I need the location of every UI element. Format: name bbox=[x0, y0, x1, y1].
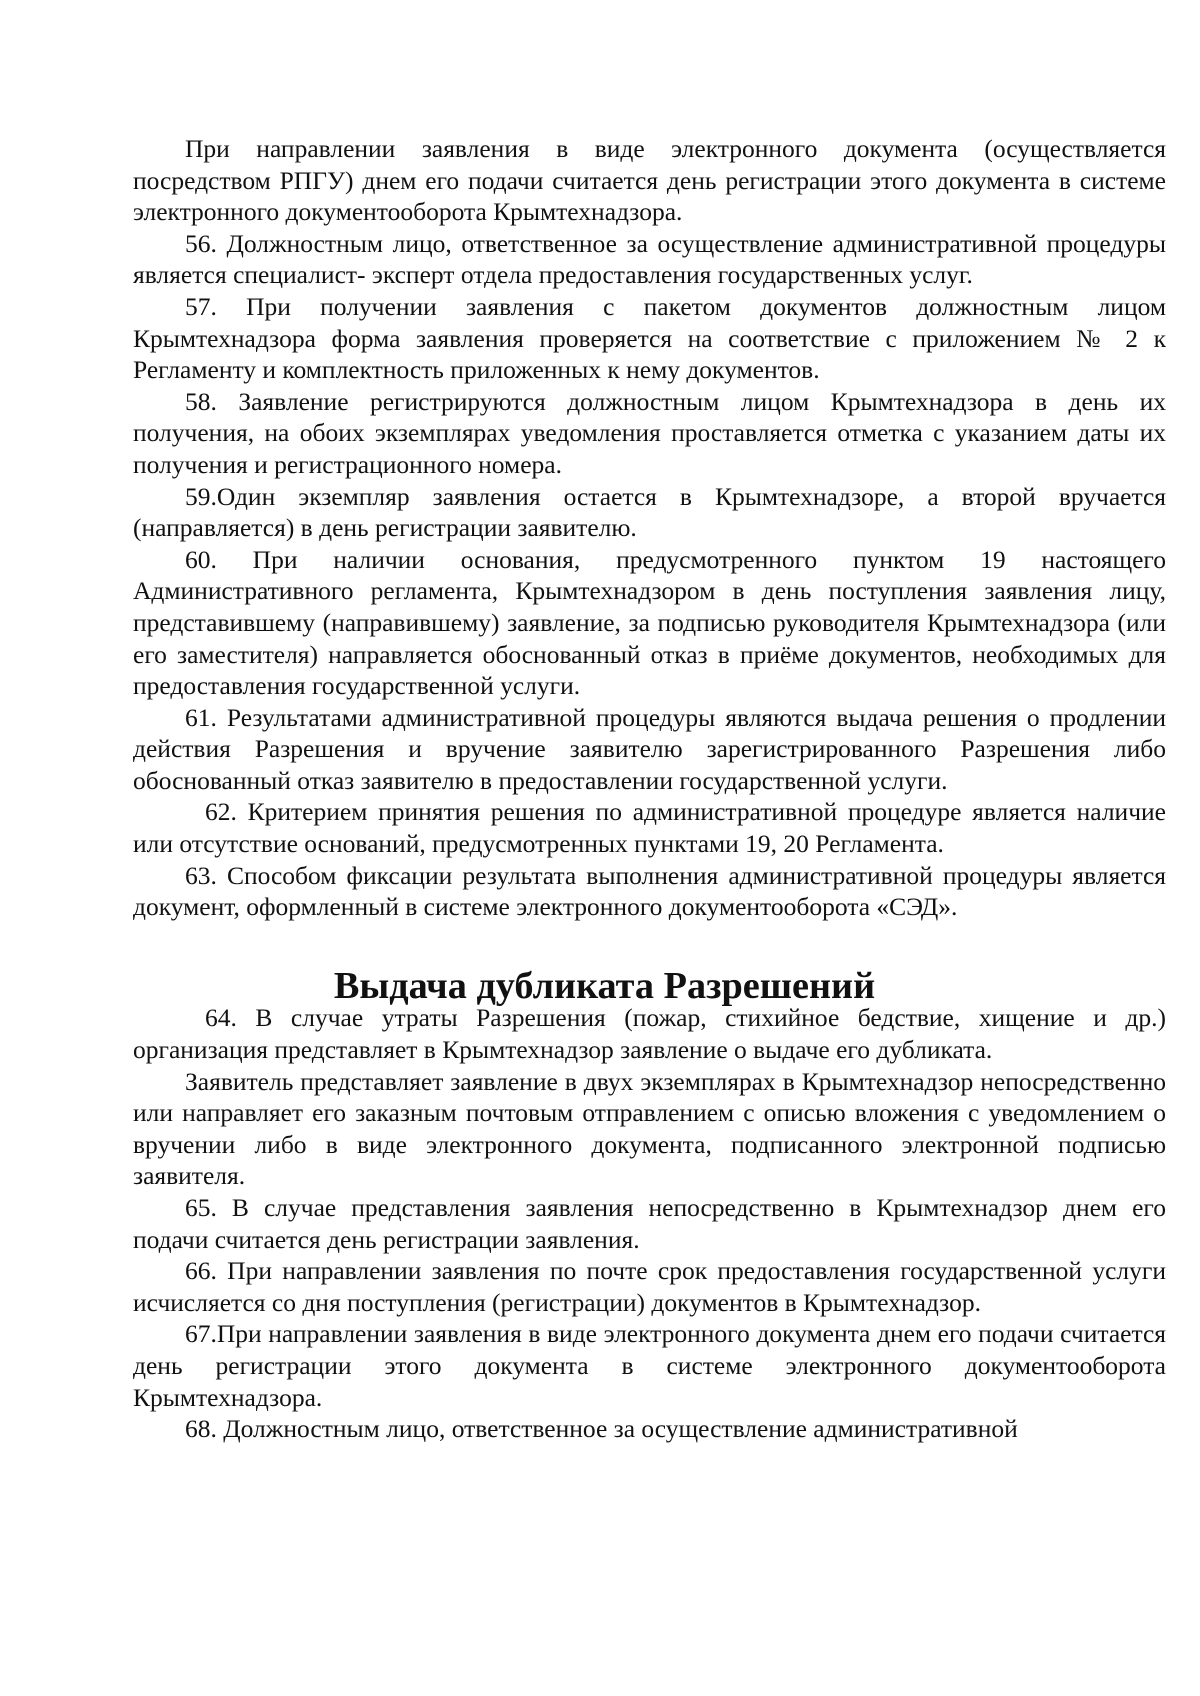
paragraph-65: 65. В случае представления заявления непосредственно в Крымтехнадзор днем его подачи считается день регистрации заявления. bbox=[133, 1193, 1166, 1254]
paragraph-63: 63. Способом фиксации результата выполнения административной процедуры является документ, оформленный в системе электронного документооборота «СЭД». bbox=[133, 860, 1166, 922]
section-heading: Выдача дубликата Разрешений bbox=[333, 964, 876, 1007]
paragraph-62: 62. Критерием принятия решения по административной процедуре является наличие или отсутствие оснований, предусмотренных пунктами 19, 20 Регламента. bbox=[133, 797, 1166, 859]
paragraph-61: 61. Результатами административной процедуры являются выдача решения о продлении действия Разрешения и вручение заявителю зарегистрированного Разрешения либо обоснованный отказ заявителю в предоставлении государственной услуги. bbox=[133, 702, 1166, 795]
paragraph-59: 59.Один экземпляр заявления остается в Крымтехнадзоре, а второй вручается (направляется) в день регистрации заявителю. bbox=[133, 481, 1166, 543]
paragraph-67: 67.При направлении заявления в виде электронного документа днем его подачи считается день регистрации этого документа в системе электронного документооборота Крымтехнадзора. bbox=[133, 1319, 1166, 1412]
paragraph-56: 56. Должностным лицо, ответственное за осуществление административной процедуры является специалист- эксперт отдела предоставления государственных услуг. bbox=[133, 228, 1166, 290]
paragraph-applicant-submission: Заявитель представляет заявление в двух экземплярах в Крымтехнадзор непосредственно или направляет его заказным почтовым отправлением с описью вложения с уведомлением о вручении либо в виде электронного документа, подписанного электронной подписью заявителя. bbox=[133, 1066, 1166, 1191]
paragraph-electronic-submission: При направлении заявления в виде электронного документа (осуществляется посредством РПГУ) днем его подачи считается день регистрации этого документа в системе электронного документооборота Крымтехнадзора. bbox=[133, 134, 1166, 227]
paragraph-66: 66. При направлении заявления по почте срок предоставления государственной услуги исчисляется со дня поступления (регистрации) документов в Крымтехнадзор. bbox=[133, 1256, 1166, 1317]
paragraph-60: 60. При наличии основания, предусмотренного пунктом 19 настоящего Административного регламента, Крымтехнадзором в день поступления заявления лицу, представившему (направившему) заявление, за подписью руководителя Крымтехнадзора (или его заместителя) направляется обоснованный отказ в приёме документов, необходимых для предоставления государственной услуги. bbox=[133, 544, 1166, 701]
paragraph-68: 68. Должностным лицо, ответственное за осуществление административной bbox=[185, 1414, 1018, 1444]
paragraph-58: 58. Заявление регистрируются должностным лицом Крымтехнадзора в день их получения, на обоих экземплярах уведомления проставляется отметка с указанием даты их получения и регистрационного номера. bbox=[133, 386, 1166, 479]
document-page bbox=[133, 133, 1166, 1445]
section-gap bbox=[133, 923, 1166, 971]
paragraph-64: 64. В случае утраты Разрешения (пожар, стихийное бедствие, хищение и др.) организация представляет в Крымтехнадзор заявление о выдаче его дубликата. bbox=[133, 1003, 1166, 1065]
paragraph-57: 57. При получении заявления с пакетом документов должностным лицом Крымтехнадзора форма заявления проверяется на соответствие с приложением № 2 к Регламенту и комплектность приложенных к нему документов. bbox=[133, 291, 1166, 385]
